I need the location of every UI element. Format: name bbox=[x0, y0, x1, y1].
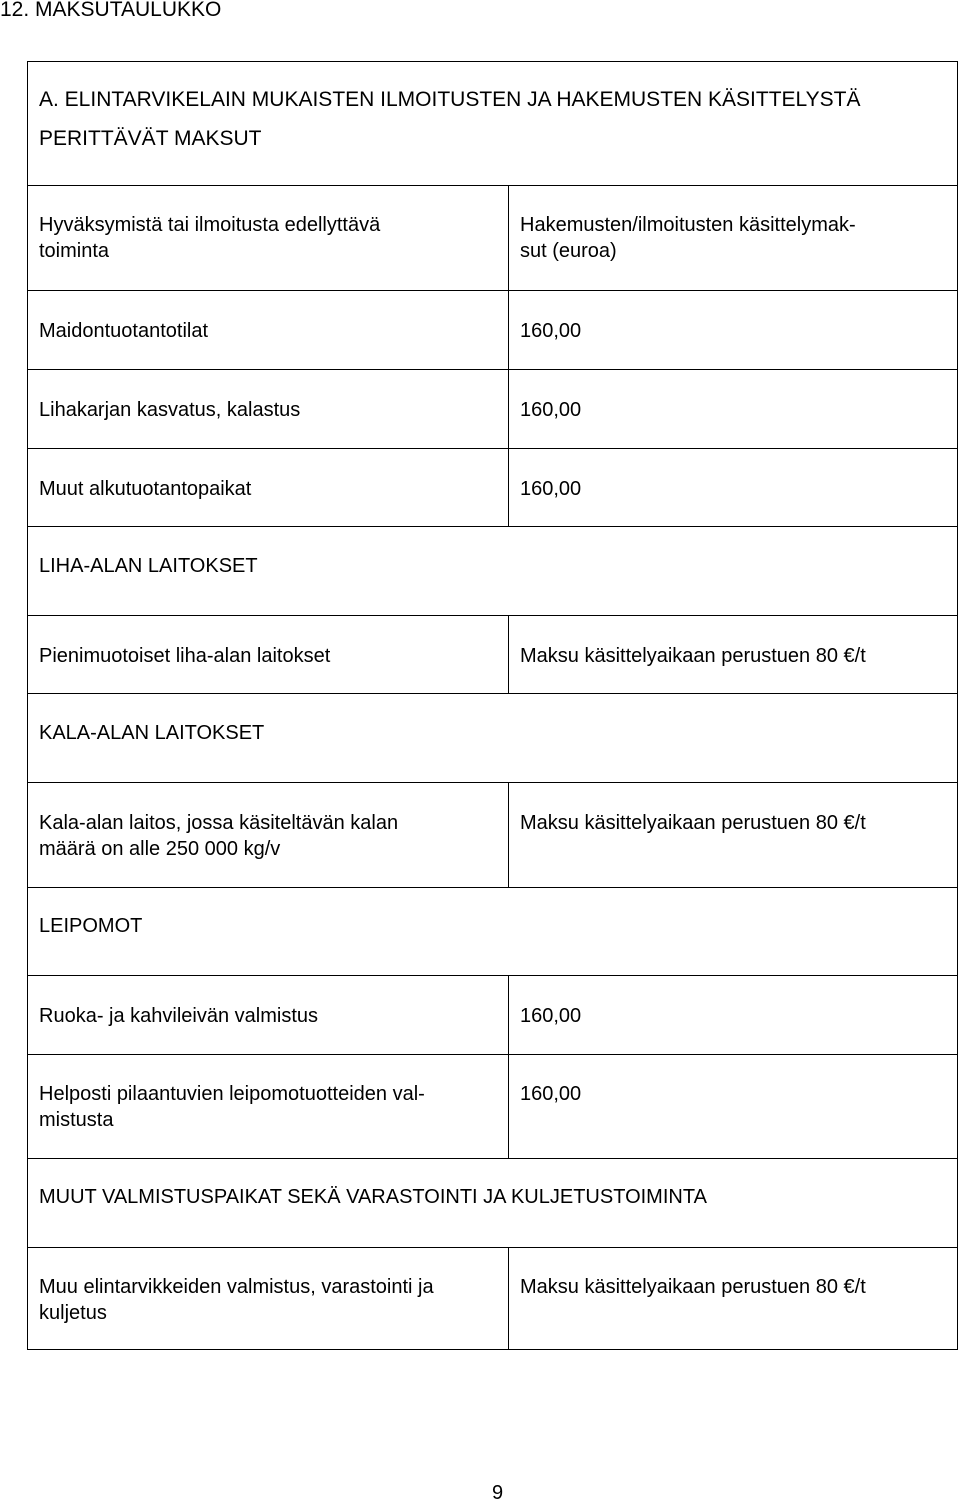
fee-cell: Maksu käsittelyaikaan perustuen 80 €/t bbox=[520, 645, 866, 667]
activity-cell bbox=[39, 810, 494, 862]
column-header-fee bbox=[520, 212, 950, 264]
column-header-fee-line-2: sut (euroa) bbox=[520, 240, 617, 262]
activity-cell-line-2: määrä on alle 250 000 kg/v bbox=[39, 838, 281, 860]
activity-cell: Ruoka- ja kahvileivän valmistus bbox=[39, 1005, 319, 1027]
page-number: 9 bbox=[492, 1482, 504, 1504]
column-divider bbox=[508, 782, 509, 887]
table-row-divider bbox=[27, 1247, 958, 1248]
table-row-divider bbox=[27, 369, 958, 370]
section-heading: 12. MAKSUTAULUKKO bbox=[0, 0, 222, 21]
category-heading: LEIPOMOT bbox=[39, 915, 143, 937]
column-header-fee-line-1: Hakemusten/ilmoitusten käsittelymak- bbox=[520, 214, 856, 236]
activity-cell-line-1: Helposti pilaantuvien leipomotuotteiden val- bbox=[39, 1083, 425, 1105]
fee-cell: Maksu käsittelyaikaan perustuen 80 €/t bbox=[520, 812, 866, 834]
table-row-divider bbox=[27, 975, 958, 976]
column-divider bbox=[508, 1247, 509, 1350]
category-heading: KALA-ALAN LAITOKSET bbox=[39, 722, 265, 744]
table-row-divider bbox=[27, 185, 958, 186]
fee-cell: 160,00 bbox=[520, 1083, 582, 1105]
table-row-divider bbox=[27, 1054, 958, 1055]
category-heading: LIHA-ALAN LAITOKSET bbox=[39, 555, 258, 577]
table-title-line-2: PERITTÄVÄT MAKSUT bbox=[39, 127, 262, 150]
activity-cell-line-2: mistusta bbox=[39, 1109, 114, 1131]
table-row-divider bbox=[27, 887, 958, 888]
column-header-activity-line-2: toiminta bbox=[39, 240, 110, 262]
column-divider bbox=[508, 185, 509, 526]
column-divider bbox=[508, 615, 509, 693]
column-divider bbox=[508, 975, 509, 1158]
activity-cell: Muut alkutuotantopaikat bbox=[39, 478, 252, 500]
fee-cell: 160,00 bbox=[520, 478, 582, 500]
activity-cell-line-1: Kala-alan laitos, jossa käsiteltävän kalan bbox=[39, 812, 399, 834]
table-row-divider bbox=[27, 448, 958, 449]
table-row-divider bbox=[27, 290, 958, 291]
activity-cell: Pienimuotoiset liha-alan laitokset bbox=[39, 645, 331, 667]
table-row-divider bbox=[27, 782, 958, 783]
fee-cell: Maksu käsittelyaikaan perustuen 80 €/t bbox=[520, 1276, 866, 1298]
activity-cell-line-2: kuljetus bbox=[39, 1302, 107, 1324]
fee-cell: 160,00 bbox=[520, 399, 582, 421]
table-row-divider bbox=[27, 693, 958, 694]
column-header-activity-line-1: Hyväksymistä tai ilmoitusta edellyttävä bbox=[39, 214, 381, 236]
table-title bbox=[39, 80, 861, 158]
activity-cell-line-1: Muu elintarvikkeiden valmistus, varastointi ja bbox=[39, 1276, 434, 1298]
activity-cell: Maidontuotantotilat bbox=[39, 320, 209, 342]
activity-cell bbox=[39, 1274, 494, 1326]
fee-cell: 160,00 bbox=[520, 1005, 582, 1027]
column-header-activity bbox=[39, 212, 494, 264]
table-row-divider bbox=[27, 526, 958, 527]
activity-cell bbox=[39, 1081, 494, 1133]
table-row-divider bbox=[27, 615, 958, 616]
activity-cell: Lihakarjan kasvatus, kalastus bbox=[39, 399, 301, 421]
category-heading: MUUT VALMISTUSPAIKAT SEKÄ VARASTOINTI JA KULJETUSTOIMINTA bbox=[39, 1186, 707, 1208]
table-row-divider bbox=[27, 1158, 958, 1159]
fee-cell: 160,00 bbox=[520, 320, 582, 342]
table-title-line-1: A. ELINTARVIKELAIN MUKAISTEN ILMOITUSTEN JA HAKEMUSTEN KÄSITTELYSTÄ bbox=[39, 88, 861, 111]
